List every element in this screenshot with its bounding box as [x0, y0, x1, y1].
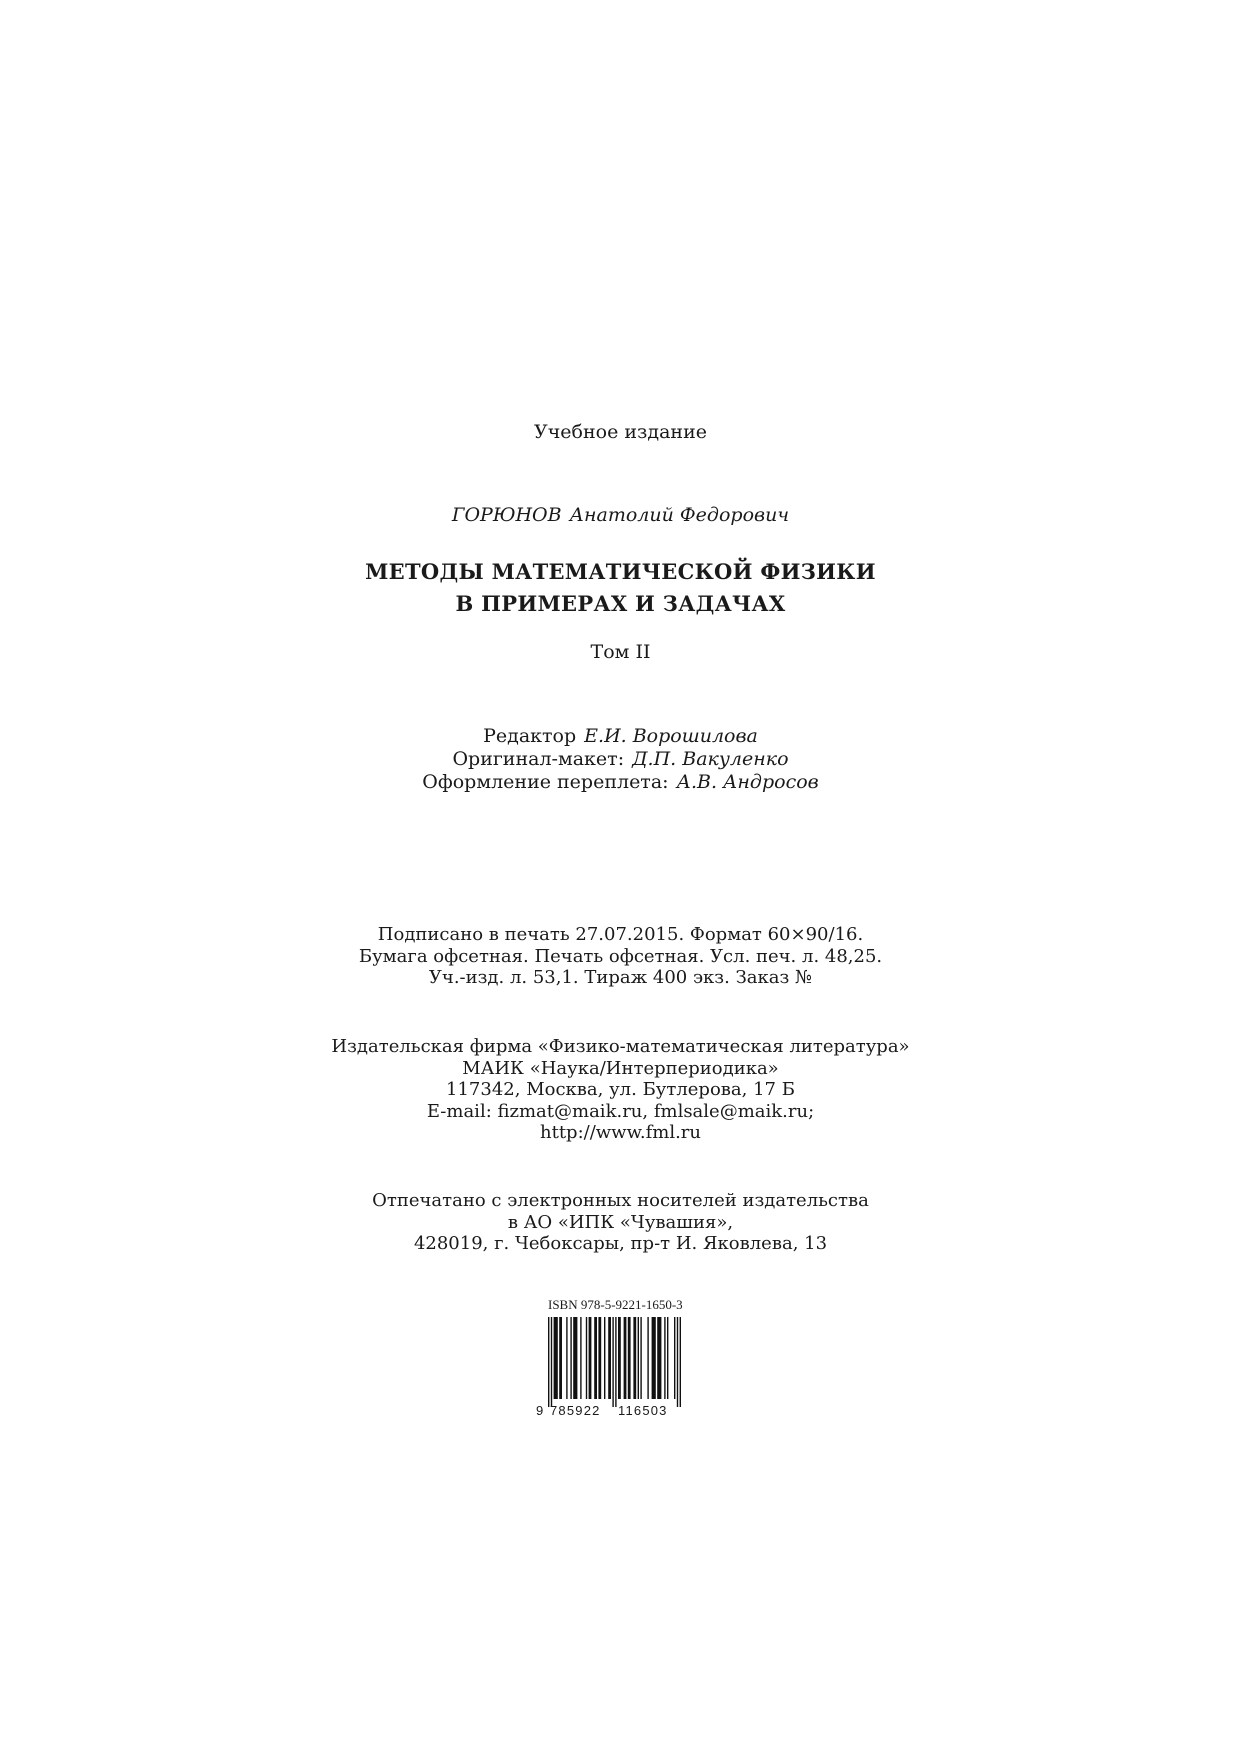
barcode-bar [615, 1317, 616, 1407]
barcode-bar [624, 1317, 627, 1399]
barcode-bar [586, 1317, 587, 1399]
barcode-bar [580, 1317, 581, 1399]
barcode-image [534, 1315, 694, 1419]
credit-layout: Оригинал-макет: Д.П. Вакуленко [452, 748, 789, 770]
credit-editor: Редактор Е.И. Ворошилова [483, 725, 758, 747]
publisher-address: 117342, Москва, ул. Бутлерова, 17 Б [446, 1079, 795, 1100]
barcode-bar [566, 1317, 567, 1399]
barcode-bars [548, 1317, 681, 1407]
print-info-block [0, 924, 1241, 989]
print-info-line: Бумага офсетная. Печать офсетная. Усл. печ. л. 48,25. [358, 945, 883, 967]
volume-number: Том II [590, 641, 651, 663]
publisher-block [0, 1036, 1241, 1144]
barcode-bar [598, 1317, 601, 1399]
publisher-line: МАИК «Наука/Интерпериодика» [462, 1057, 779, 1079]
printer-block [0, 1190, 1241, 1255]
credits-block [0, 725, 1241, 794]
isbn-label: ISBN 978-5-9221-1650-3 [548, 1297, 683, 1312]
credit-cover-design: Оформление переплета: А.В. Андросов [422, 771, 819, 793]
barcode-digit-first: 9 [536, 1403, 544, 1418]
barcode-bar [608, 1317, 611, 1399]
printer-line: Отпечатано с электронных носителей издательства [372, 1190, 869, 1211]
barcode-bar [618, 1317, 621, 1399]
barcode-bar [664, 1317, 665, 1399]
barcode-bar [612, 1317, 613, 1407]
barcode-bar [559, 1317, 562, 1399]
barcode-bar [570, 1317, 571, 1399]
barcode-bar [640, 1317, 641, 1399]
barcode-digits-left: 785922 [550, 1403, 601, 1418]
barcode-bar [647, 1317, 648, 1399]
print-info-line: Уч.-изд. л. 53,1. Тираж 400 экз. Заказ № [428, 967, 813, 988]
edition-type: Учебное издание [534, 421, 707, 443]
barcode-bar [677, 1317, 678, 1407]
barcode-bar [548, 1317, 549, 1407]
printer-address: 428019, г. Чебоксары, пр-т И. Яковлева, 13 [413, 1233, 828, 1254]
barcode-bar [638, 1317, 639, 1399]
author-line [0, 503, 1241, 527]
barcode-bar [594, 1317, 597, 1399]
publisher-website: http://www.fml.ru [540, 1122, 701, 1143]
barcode-bar [589, 1317, 592, 1399]
barcode-bar [573, 1317, 577, 1399]
barcode-bar [657, 1317, 661, 1399]
barcode-bar [551, 1317, 552, 1407]
barcode-bar [680, 1317, 681, 1407]
publisher-line: Издательская фирма «Физико-математическая литература» [331, 1036, 910, 1057]
book-title-line-2: В ПРИМЕРАХ И ЗАДАЧАХ [455, 591, 786, 616]
barcode-bar [604, 1317, 605, 1399]
barcode-bar [628, 1317, 631, 1399]
author-surname: ГОРЮНОВ [451, 504, 562, 526]
barcode-bar [674, 1317, 675, 1399]
barcode-bar [554, 1317, 558, 1399]
isbn-block [534, 1297, 694, 1419]
printer-line: в АО «ИПК «Чувашия», [507, 1211, 734, 1233]
book-title-line-1: МЕТОДЫ МАТЕМАТИЧЕСКОЙ ФИЗИКИ [365, 559, 876, 584]
author-given-names: Анатолий Федорович [569, 504, 790, 526]
print-info-line: Подписано в печать 27.07.2015. Формат 60×90/16. [377, 924, 864, 945]
barcode-digits-right: 116503 [618, 1403, 668, 1418]
barcode-bar [667, 1317, 668, 1399]
publisher-email: E-mail: fizmat@maik.ru, fmlsale@maik.ru; [426, 1100, 815, 1122]
barcode-bar [633, 1317, 636, 1399]
barcode-bar [652, 1317, 656, 1399]
